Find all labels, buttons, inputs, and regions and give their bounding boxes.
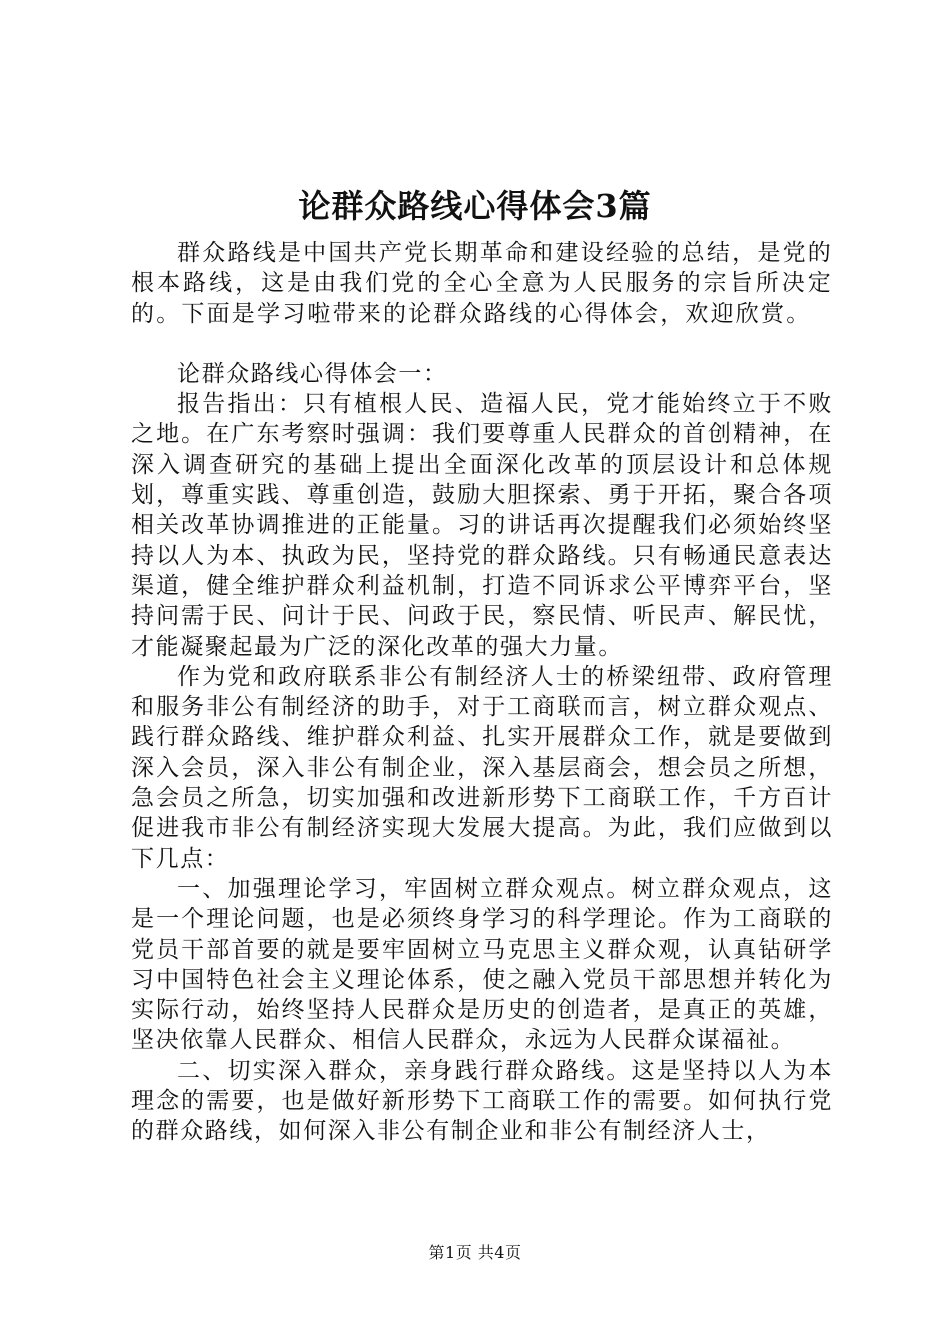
section-heading: 论群众路线心得体会一： bbox=[177, 360, 448, 387]
body-paragraph: 作为党和政府联系非公有制经济人士的桥梁纽带、政府管理和服务非公有制经济的助手，对于工商联而言，树立群众观点、践行群众路线、维护群众利益、扎实开展群众工作，就是要做到深入会员，深入非公有制企业，深入基层商会，想会员之所想，急会员之所急，切实加强和改进新形势下工商联工作，千方百计促进我市非公有制经济实现大发展大提高。为此，我们应做到以下几点： bbox=[131, 663, 833, 872]
body-paragraph: 一、加强理论学习，牢固树立群众观点。树立群众观点，这是一个理论问题，也是必须终身学习的科学理论。作为工商联的党员干部首要的就是要牢固树立马克思主义群众观，认真钻研学习中国特色社会主义理论体系，使之融入党员干部思想并转化为实际行动，始终坚持人民群众是历史的创造者，是真正的英雄，坚决依靠人民群众、相信人民群众，永远为人民群众谋福祉。 bbox=[131, 875, 833, 1054]
document-body bbox=[131, 238, 833, 1147]
body-paragraph: 报告指出：只有植根人民、造福人民，党才能始终立于不败之地。在广东考察时强调：我们要尊重人民群众的首创精神，在深入调查研究的基础上提出全面深化改革的顶层设计和总体规划，尊重实践、尊重创造，鼓励大胆探索、勇于开拓，聚合各项相关改革协调推进的正能量。习的讲话再次提醒我们必须始终坚持以人为本、执政为民，坚持党的群众路线。只有畅通民意表达渠道，健全维护群众利益机制，打造不同诉求公平博弈平台，坚持问需于民、问计于民、问政于民，察民情、听民声、解民忧，才能凝聚起最为广泛的深化改革的强大力量。 bbox=[131, 391, 833, 660]
body-paragraph: 二、切实深入群众，亲身践行群众路线。这是坚持以人为本理念的需要，也是做好新形势下工商联工作的需要。如何执行党的群众路线，如何深入非公有制企业和非公有制经济人士， bbox=[131, 1057, 833, 1145]
document-title: 论群众路线心得体会3篇 bbox=[298, 187, 652, 225]
page-footer: 第1页 共4页 bbox=[428, 1243, 522, 1262]
intro-paragraph: 群众路线是中国共产党长期革命和建设经验的总结，是党的根本路线，这是由我们党的全心全意为人民服务的宗旨所决定的。下面是学习啦带来的论群众路线的心得体会，欢迎欣赏。 bbox=[131, 240, 833, 327]
